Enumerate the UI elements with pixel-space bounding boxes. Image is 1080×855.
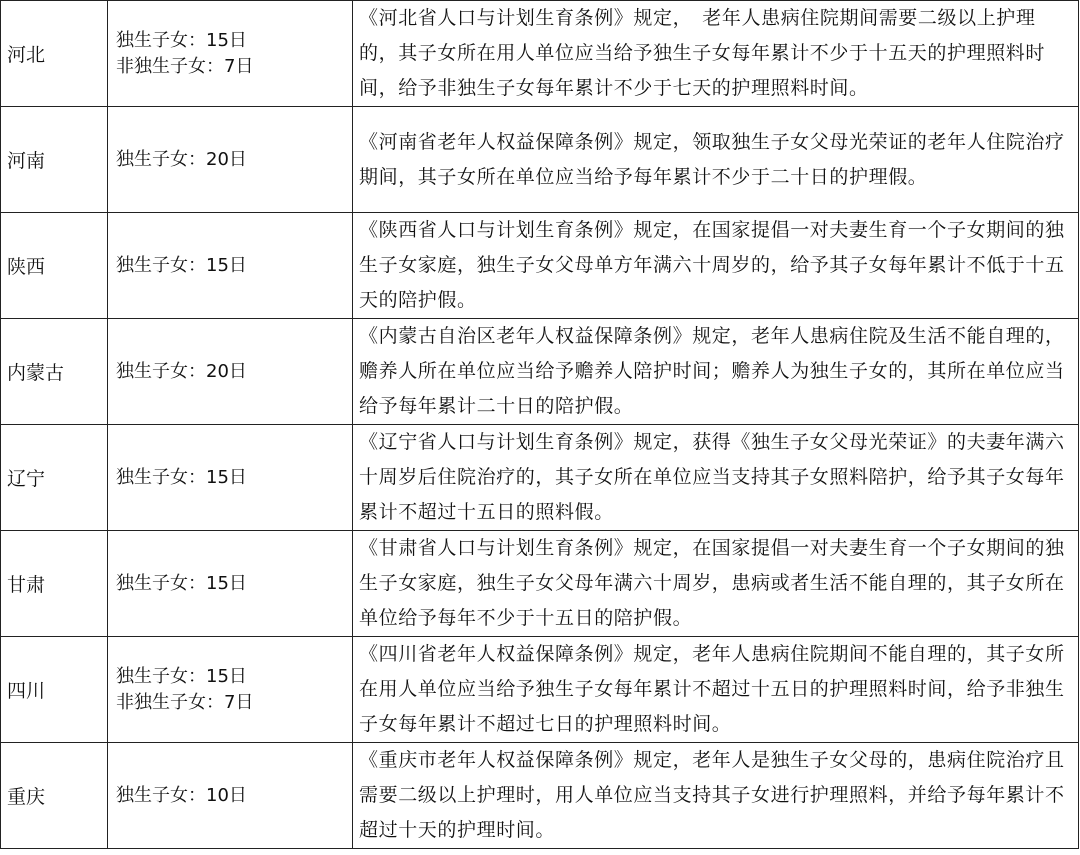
regulation-cell: 《甘肃省人口与计划生育条例》规定，在国家提倡一对夫妻生育一个子女期间的独生子女家庭，独生子女父母年满六十周岁，患病或者生活不能自理的，其子女所在单位给予每年不少于十五日的陪护假。 bbox=[353, 531, 1079, 637]
leave-days-cell bbox=[108, 743, 353, 849]
regulation-cell: 《重庆市老年人权益保障条例》规定，老年人是独生子女父母的，患病住院治疗且需要二级以上护理时，用人单位应当支持其子女进行护理照料，并给予每年累计不超过十天的护理时间。 bbox=[353, 743, 1079, 849]
table-row bbox=[1, 319, 1079, 425]
leave-days-cell bbox=[108, 637, 353, 743]
table-row bbox=[1, 531, 1079, 637]
regulation-cell: 《陕西省人口与计划生育条例》规定，在国家提倡一对夫妻生育一个子女期间的独生子女家庭，独生子女父母单方年满六十周岁的，给予其子女每年累计不低于十五天的陪护假。 bbox=[353, 213, 1079, 319]
leave-days-line: 非独生子女：7日 bbox=[116, 55, 254, 77]
regulation-cell: 《河北省人口与计划生育条例》规定， 老年人患病住院期间需要二级以上护理的，其子女所在用人单位应当给予独生子女每年累计不少于十五天的护理照料时间，给予非独生子女每年累计不少于七天的护理照料时间。 bbox=[353, 1, 1079, 107]
leave-days-cell bbox=[108, 1, 353, 107]
province-cell: 甘肃 bbox=[1, 531, 108, 637]
table-row bbox=[1, 743, 1079, 849]
table-row bbox=[1, 425, 1079, 531]
leave-days-cell bbox=[108, 213, 353, 319]
regulation-cell: 《四川省老年人权益保障条例》规定，老年人患病住院期间不能自理的，其子女所在用人单位应当给予独生子女每年累计不超过十五日的护理照料时间，给予非独生子女每年累计不超过七日的护理照料时间。 bbox=[353, 637, 1079, 743]
province-cell: 辽宁 bbox=[1, 425, 108, 531]
table-row bbox=[1, 213, 1079, 319]
province-cell: 陕西 bbox=[1, 213, 108, 319]
leave-days-line: 非独生子女：7日 bbox=[116, 691, 254, 713]
province-cell: 内蒙古 bbox=[1, 319, 108, 425]
province-cell: 四川 bbox=[1, 637, 108, 743]
leave-days-line: 独生子女：15日 bbox=[116, 254, 247, 276]
leave-days-line: 独生子女：15日 bbox=[116, 665, 247, 687]
leave-days-line: 独生子女：10日 bbox=[116, 784, 247, 806]
leave-days-cell bbox=[108, 107, 353, 213]
leave-days-cell bbox=[108, 425, 353, 531]
regulation-cell: 《辽宁省人口与计划生育条例》规定，获得《独生子女父母光荣证》的夫妻年满六十周岁后住院治疗的，其子女所在单位应当支持其子女照料陪护，给予其子女每年累计不超过十五日的照料假。 bbox=[353, 425, 1079, 531]
leave-days-line: 独生子女：20日 bbox=[116, 360, 247, 382]
table-body bbox=[1, 1, 1079, 849]
leave-days-line: 独生子女：15日 bbox=[116, 466, 247, 488]
leave-days-cell bbox=[108, 531, 353, 637]
table-row bbox=[1, 1, 1079, 107]
leave-days-line: 独生子女：15日 bbox=[116, 572, 247, 594]
leave-days-line: 独生子女：20日 bbox=[116, 148, 247, 170]
province-cell: 重庆 bbox=[1, 743, 108, 849]
province-cell: 河南 bbox=[1, 107, 108, 213]
leave-days-line: 独生子女：15日 bbox=[116, 29, 247, 51]
leave-days-cell bbox=[108, 319, 353, 425]
province-cell: 河北 bbox=[1, 1, 108, 107]
regulation-cell: 《内蒙古自治区老年人权益保障条例》规定，老年人患病住院及生活不能自理的，赡养人所在单位应当给予赡养人陪护时间；赡养人为独生子女的，其所在单位应当给予每年累计二十日的陪护假。 bbox=[353, 319, 1079, 425]
table-row bbox=[1, 107, 1079, 213]
regulation-cell: 《河南省老年人权益保障条例》规定，领取独生子女父母光荣证的老年人住院治疗期间，其子女所在单位应当给予每年累计不少于二十日的护理假。 bbox=[353, 107, 1079, 213]
table-row bbox=[1, 637, 1079, 743]
